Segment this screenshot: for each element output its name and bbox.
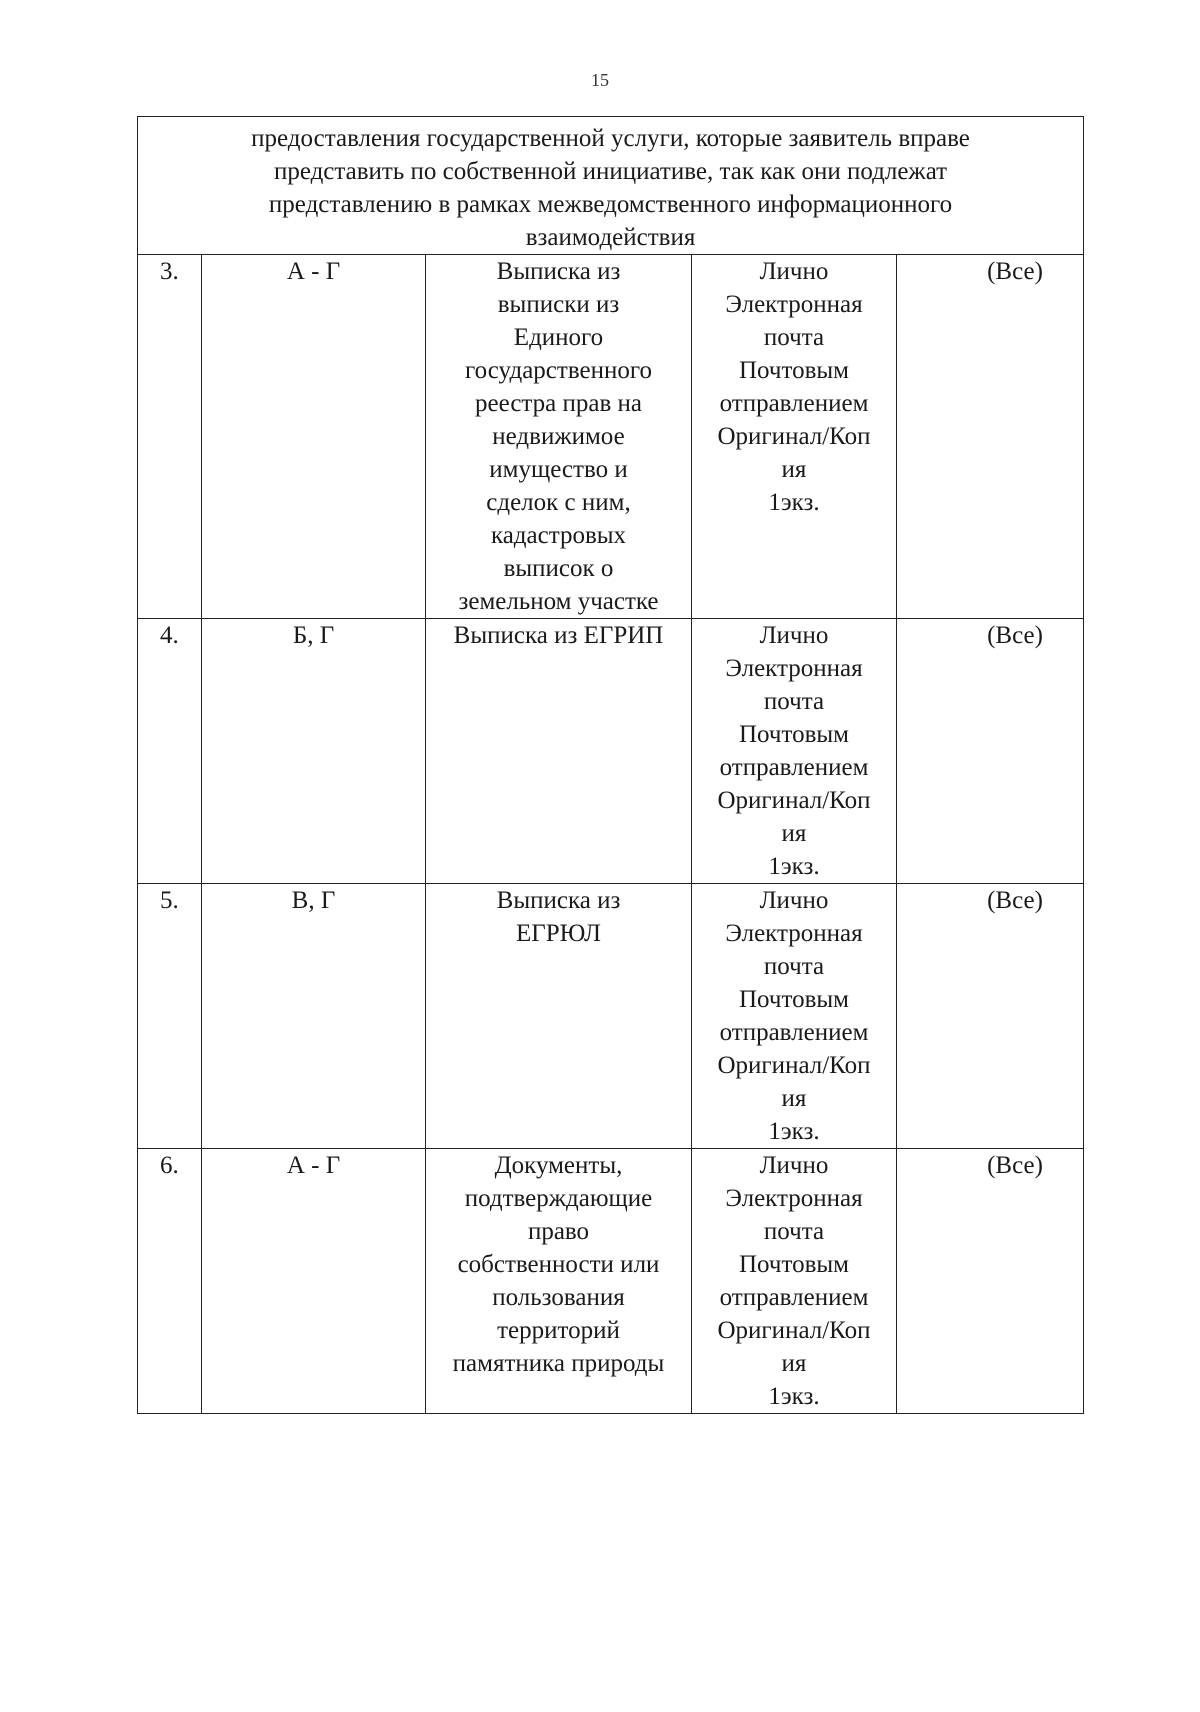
document-name-line: выписок о: [503, 555, 614, 582]
category-cell: (Все): [897, 619, 1084, 884]
submission-method-line: Лично: [759, 622, 829, 649]
applicant-category-cell: А - Г: [202, 1149, 426, 1414]
document-name-cell: [426, 619, 692, 884]
submission-method-line: почта: [763, 1218, 825, 1245]
section-header-cell: [138, 117, 1084, 255]
submission-method-line: отправлением: [719, 1019, 869, 1046]
submission-method-line: почта: [763, 953, 825, 980]
document-name-line: Выписка из: [496, 887, 621, 914]
document-name-cell: [426, 1149, 692, 1414]
document-name-line: реестра прав на: [475, 390, 642, 417]
submission-method-line: Почтовым: [739, 986, 849, 1013]
applicant-category-cell: В, Г: [202, 884, 426, 1149]
submission-method-line: Оригинал/Коп: [717, 1317, 871, 1344]
submission-method-line: Оригинал/Коп: [717, 787, 871, 814]
document-name-line: территорий: [497, 1317, 620, 1344]
document-name-line: сделок с ним,: [486, 489, 631, 516]
table-row: [138, 884, 1084, 1149]
submission-method-line: ия: [781, 1350, 807, 1377]
document-name-line: кадастровых: [490, 522, 627, 549]
page-number: 15: [591, 70, 609, 90]
submission-method-line: 1экз.: [768, 489, 820, 516]
document-name-line: выписки из: [497, 291, 620, 318]
submission-method-cell: [692, 619, 897, 884]
section-header-line: представить по собственной инициативе, так как они подлежат: [273, 158, 948, 185]
submission-method-line: отправлением: [719, 390, 869, 417]
row-number-cell: 5.: [138, 884, 202, 1149]
row-number-cell: 4.: [138, 619, 202, 884]
submission-method-line: 1экз.: [768, 1383, 820, 1410]
documents-table: [137, 116, 1084, 1414]
submission-method-line: ия: [781, 820, 807, 847]
document-name-line: памятника природы: [452, 1350, 665, 1377]
table-row: [138, 619, 1084, 884]
table-row: [138, 1149, 1084, 1414]
document-name-line: подтверждающие: [464, 1185, 653, 1212]
submission-method-line: почта: [763, 324, 825, 351]
section-header-line: предоставления государственной услуги, которые заявитель вправе: [251, 125, 970, 152]
submission-method-line: ия: [781, 1085, 807, 1112]
submission-method-line: Лично: [759, 887, 829, 914]
document-name-line: Выписка из: [496, 258, 621, 285]
document-name-line: Единого: [513, 324, 604, 351]
submission-method-line: Оригинал/Коп: [717, 423, 871, 450]
submission-method-line: отправлением: [719, 754, 869, 781]
document-name-line: ЕГРЮЛ: [515, 920, 602, 947]
document-name-cell: [426, 884, 692, 1149]
submission-method-line: Почтовым: [739, 1251, 849, 1278]
document-name-line: Выписка из ЕГРИП: [453, 622, 664, 649]
submission-method-line: Почтовым: [739, 357, 849, 384]
submission-method-line: почта: [763, 688, 825, 715]
category-cell: (Все): [897, 884, 1084, 1149]
submission-method-line: 1экз.: [768, 853, 820, 880]
document-name-line: Документы,: [494, 1152, 623, 1179]
row-number-cell: 6.: [138, 1149, 202, 1414]
applicant-category-cell: А - Г: [202, 255, 426, 619]
document-name-line: имущество и: [489, 456, 628, 483]
submission-method-cell: [692, 255, 897, 619]
document-name-line: земельном участке: [458, 588, 659, 615]
section-header-line: представлению в рамках межведомственного информационного: [268, 191, 953, 218]
document-name-line: собственности или: [457, 1251, 660, 1278]
section-header-line: взаимодействия: [525, 224, 696, 251]
submission-method-line: Почтовым: [739, 721, 849, 748]
document-name-line: государственного: [465, 357, 652, 384]
section-header-row: [138, 117, 1084, 255]
category-cell: (Все): [897, 255, 1084, 619]
submission-method-line: Оригинал/Коп: [717, 1052, 871, 1079]
submission-method-line: Электронная: [725, 655, 863, 682]
row-number-cell: 3.: [138, 255, 202, 619]
submission-method-cell: [692, 1149, 897, 1414]
submission-method-line: Электронная: [725, 1185, 863, 1212]
submission-method-line: 1экз.: [768, 1118, 820, 1145]
applicant-category-cell: Б, Г: [202, 619, 426, 884]
document-name-line: право: [527, 1218, 590, 1245]
document-name-line: недвижимое: [492, 423, 625, 450]
submission-method-line: Лично: [759, 1152, 829, 1179]
submission-method-line: Лично: [759, 258, 829, 285]
submission-method-line: отправлением: [719, 1284, 869, 1311]
document-name-cell: [426, 255, 692, 619]
table-row: [138, 255, 1084, 619]
document-name-line: пользования: [492, 1284, 625, 1311]
submission-method-line: Электронная: [725, 920, 863, 947]
category-cell: (Все): [897, 1149, 1084, 1414]
submission-method-cell: [692, 884, 897, 1149]
submission-method-line: ия: [781, 456, 807, 483]
submission-method-line: Электронная: [725, 291, 863, 318]
